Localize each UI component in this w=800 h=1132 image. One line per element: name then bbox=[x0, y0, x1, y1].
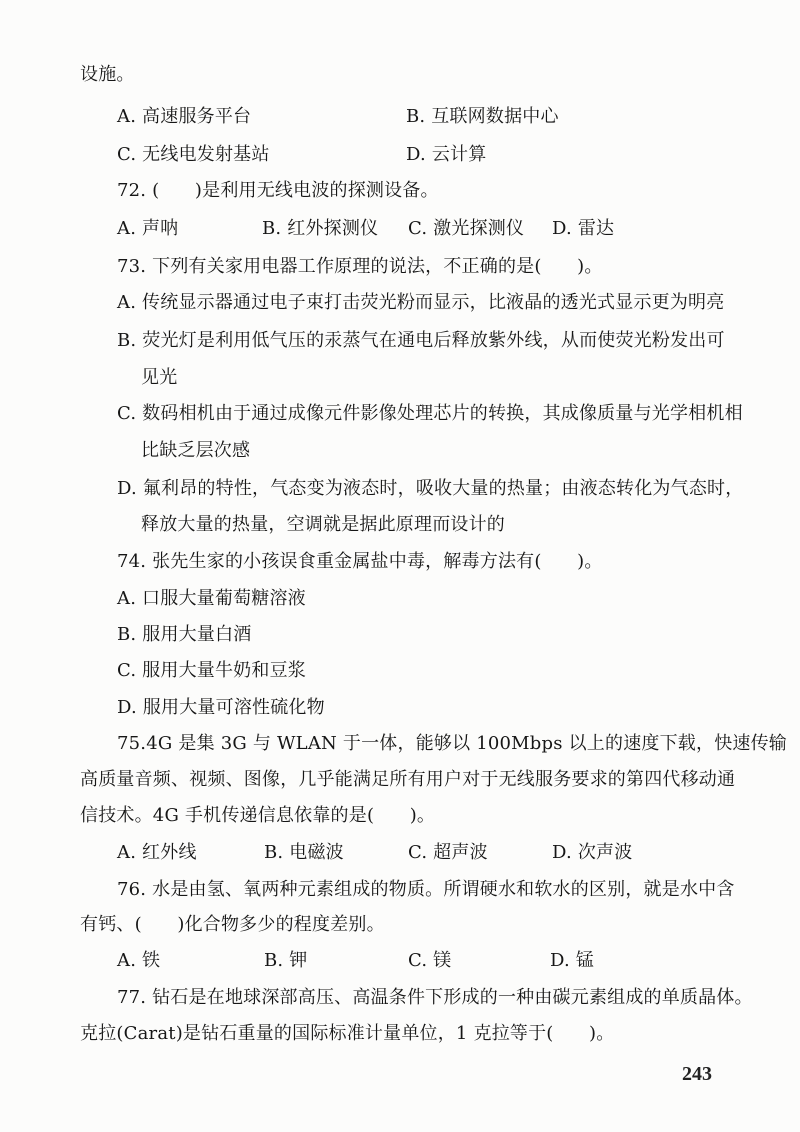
q73-option-c: C. 数码相机由于通过成像元件影像处理芯片的转换，其成像质量与光学相机相 bbox=[117, 403, 743, 424]
q71-option-a: A. 高速服务平台 bbox=[117, 106, 252, 127]
q74-option-c: C. 服用大量牛奶和豆浆 bbox=[117, 660, 306, 681]
q75-option-d: D. 次声波 bbox=[552, 842, 633, 863]
q75-stem-line-3: 信技术。4G 手机传递信息依靠的是( )。 bbox=[80, 805, 436, 826]
q73-option-b-continuation: 见光 bbox=[141, 367, 178, 388]
q75-stem-line-1: 75.4G 是集 3G 与 WLAN 于一体，能够以 100Mbps 以上的速度下载，快速传输 bbox=[117, 733, 788, 754]
q76-stem-line-1: 76. 水是由氢、氧两种元素组成的物质。所谓硬水和软水的区别，就是水中含 bbox=[117, 879, 735, 900]
q76-option-a: A. 铁 bbox=[117, 950, 161, 971]
q77-stem-line-2: 克拉(Carat)是钻石重量的国际标准计量单位，1 克拉等于( )。 bbox=[80, 1023, 615, 1044]
q73-option-d: D. 氟利昂的特性，气态变为液态时，吸收大量的热量；由液态转化为气态时， bbox=[117, 478, 744, 499]
q74-option-a: A. 口服大量葡萄糖溶液 bbox=[117, 588, 306, 609]
q73-option-b: B. 荧光灯是利用低气压的汞蒸气在通电后释放紫外线，从而使荧光粉发出可 bbox=[117, 330, 725, 351]
page-number: 243 bbox=[682, 1063, 712, 1085]
q77-stem-line-1: 77. 钻石是在地球深部高压、高温条件下形成的一种由碳元素组成的单质晶体。 bbox=[117, 987, 753, 1008]
q75-stem-line-2: 高质量音频、视频、图像，几乎能满足所有用户对于无线服务要求的第四代移动通 bbox=[80, 769, 736, 790]
q75-option-c: C. 超声波 bbox=[408, 842, 488, 863]
q71-option-d: D. 云计算 bbox=[406, 144, 487, 165]
q74-stem: 74. 张先生家的小孩误食重金属盐中毒，解毒方法有( )。 bbox=[117, 551, 603, 572]
q72-option-a: A. 声呐 bbox=[117, 218, 179, 239]
q73-option-d-continuation: 释放大量的热量，空调就是据此原理而设计的 bbox=[141, 514, 505, 535]
q73-option-c-continuation: 比缺乏层次感 bbox=[141, 440, 251, 461]
q71-option-c: C. 无线电发射基站 bbox=[117, 144, 270, 165]
q72-option-d: D. 雷达 bbox=[552, 218, 615, 239]
q74-option-b: B. 服用大量白酒 bbox=[117, 624, 252, 645]
q73-option-a: A. 传统显示器通过电子束打击荧光粉而显示，比液晶的透光式显示更为明亮 bbox=[117, 292, 725, 313]
q76-option-d: D. 锰 bbox=[550, 950, 595, 971]
q76-option-c: C. 镁 bbox=[408, 950, 452, 971]
q74-option-d: D. 服用大量可溶性硫化物 bbox=[117, 697, 325, 718]
q73-stem: 73. 下列有关家用电器工作原理的说法，不正确的是( )。 bbox=[117, 256, 603, 277]
q71-option-b: B. 互联网数据中心 bbox=[406, 106, 559, 127]
q75-option-b: B. 电磁波 bbox=[264, 842, 344, 863]
q76-stem-line-2: 有钙、( )化合物多少的程度差别。 bbox=[80, 914, 385, 935]
q76-option-b: B. 钾 bbox=[264, 950, 308, 971]
q71-stem-continuation: 设施。 bbox=[80, 64, 135, 85]
q72-option-b: B. 红外探测仪 bbox=[262, 218, 379, 239]
q75-option-a: A. 红外线 bbox=[117, 842, 197, 863]
q72-stem: 72. ( )是利用无线电波的探测设备。 bbox=[117, 180, 439, 201]
q72-option-c: C. 激光探测仪 bbox=[408, 218, 525, 239]
